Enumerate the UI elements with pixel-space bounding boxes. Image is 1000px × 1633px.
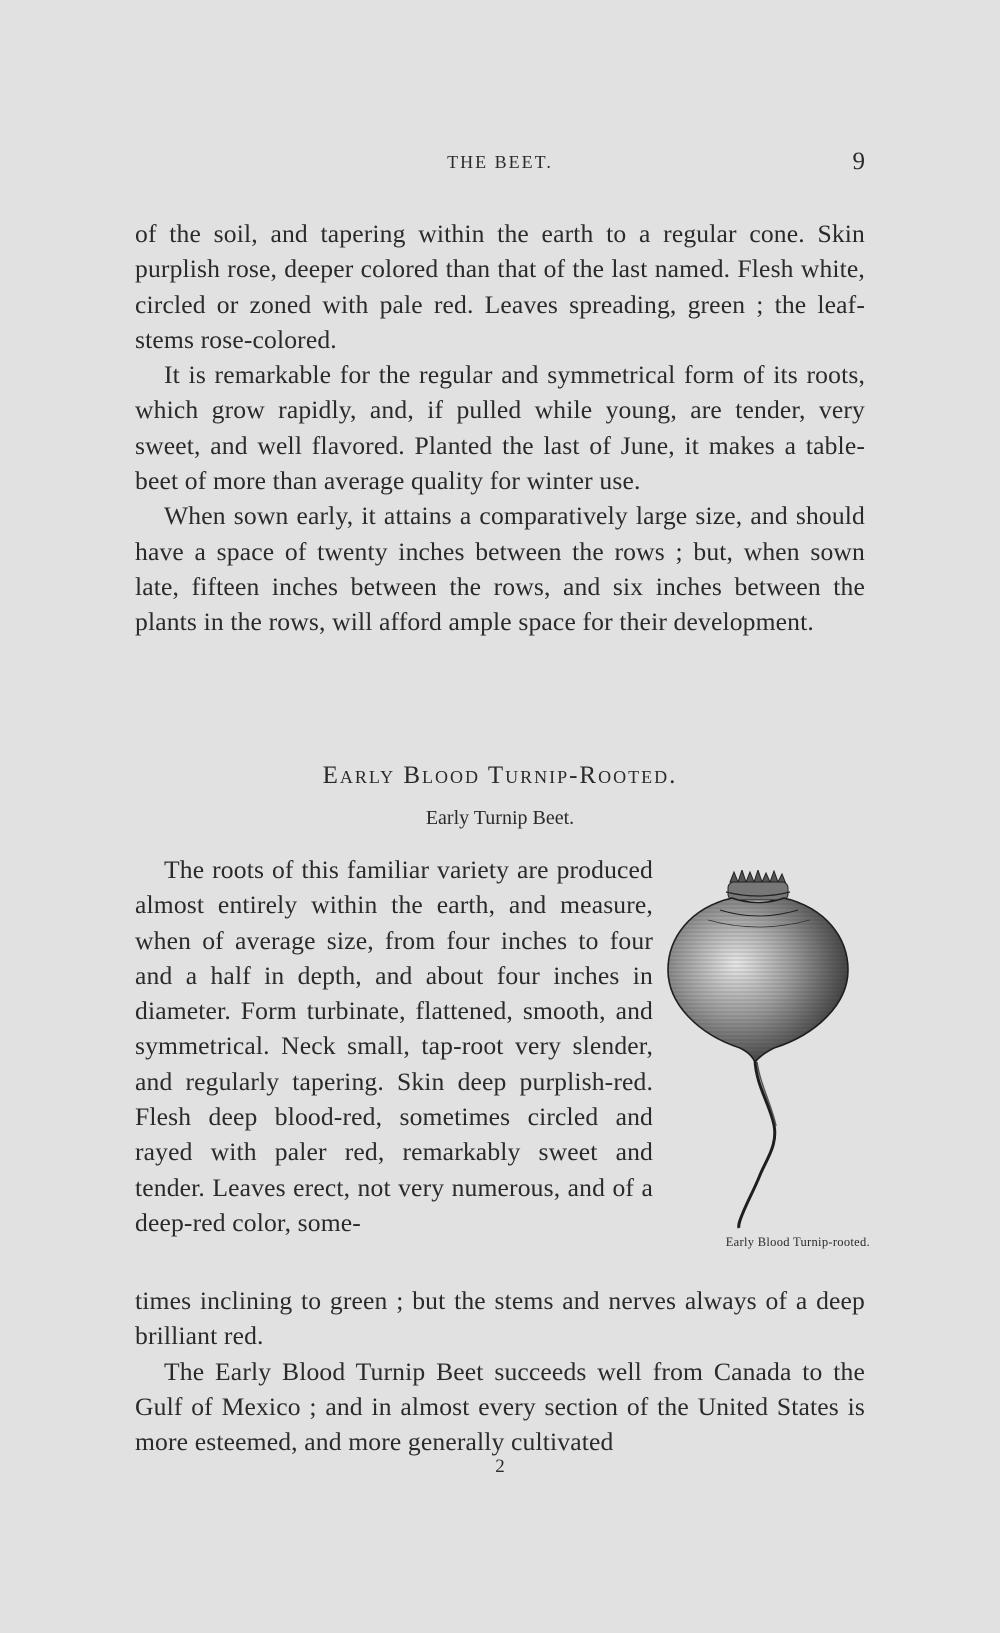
paragraph: The roots of this familiar variety are produced almost entirely within the earth, and measure, when of average size, from four inches to four and a half in depth, and about four inches in diameter. Form turbinate, flattened, smooth, and symmetrical. Neck small, tap-root very slender, and regularly tapering. Skin deep purplish-red. Flesh deep blood-red, sometimes circled and rayed with paler red, remarkably sweet and tender. Leaves erect, not very numerous, and of a deep-red color, some-	[135, 855, 653, 1237]
page-number: 9	[852, 148, 865, 175]
paragraph: When sown early, it attains a comparatively large size, and should have a space of twenty inches between the rows ; but, when sown late, fifteen inches between the rows, and six inches between the plants in the rows, will afford ample space for their development.	[135, 501, 865, 637]
paragraph: It is remarkable for the regular and symmetrical form of its roots, which grow rapidly, and, if pulled while young, are tender, very sweet, and well flavored. Planted the last of June, it makes a table-beet of more than average quality for winter use.	[135, 360, 865, 496]
paragraph: The Early Blood Turnip Beet succeeds well from Canada to the Gulf of Mexico ; and in almost every section of the United States is more esteemed, and more generally cultivated	[135, 1356, 865, 1457]
paragraph-continuation: of the soil, and tapering within the earth to a regular cone. Skin purplish rose, deeper colored than that of the last named. Flesh white, circled or zoned with pale red. Leaves spreading, green ; the leaf-stems rose-colored.	[135, 219, 865, 354]
running-title: THE BEET.	[447, 152, 553, 172]
figure-caption: Early Blood Turnip-rooted.	[725, 1235, 870, 1249]
section-subheading: Early Turnip Beet.	[425, 807, 575, 829]
beet-illustration-icon	[660, 870, 870, 1230]
wrapped-text-block	[135, 852, 653, 1240]
signature-mark: 2	[495, 1456, 505, 1477]
top-text-block	[135, 216, 865, 640]
section-heading: Early Blood Turnip-Rooted.	[322, 762, 678, 789]
paragraph-continuation: times inclining to green ; but the stems and nerves always of a deep brilliant red.	[135, 1286, 865, 1351]
running-head	[135, 148, 865, 182]
bottom-text-block	[135, 1283, 865, 1459]
